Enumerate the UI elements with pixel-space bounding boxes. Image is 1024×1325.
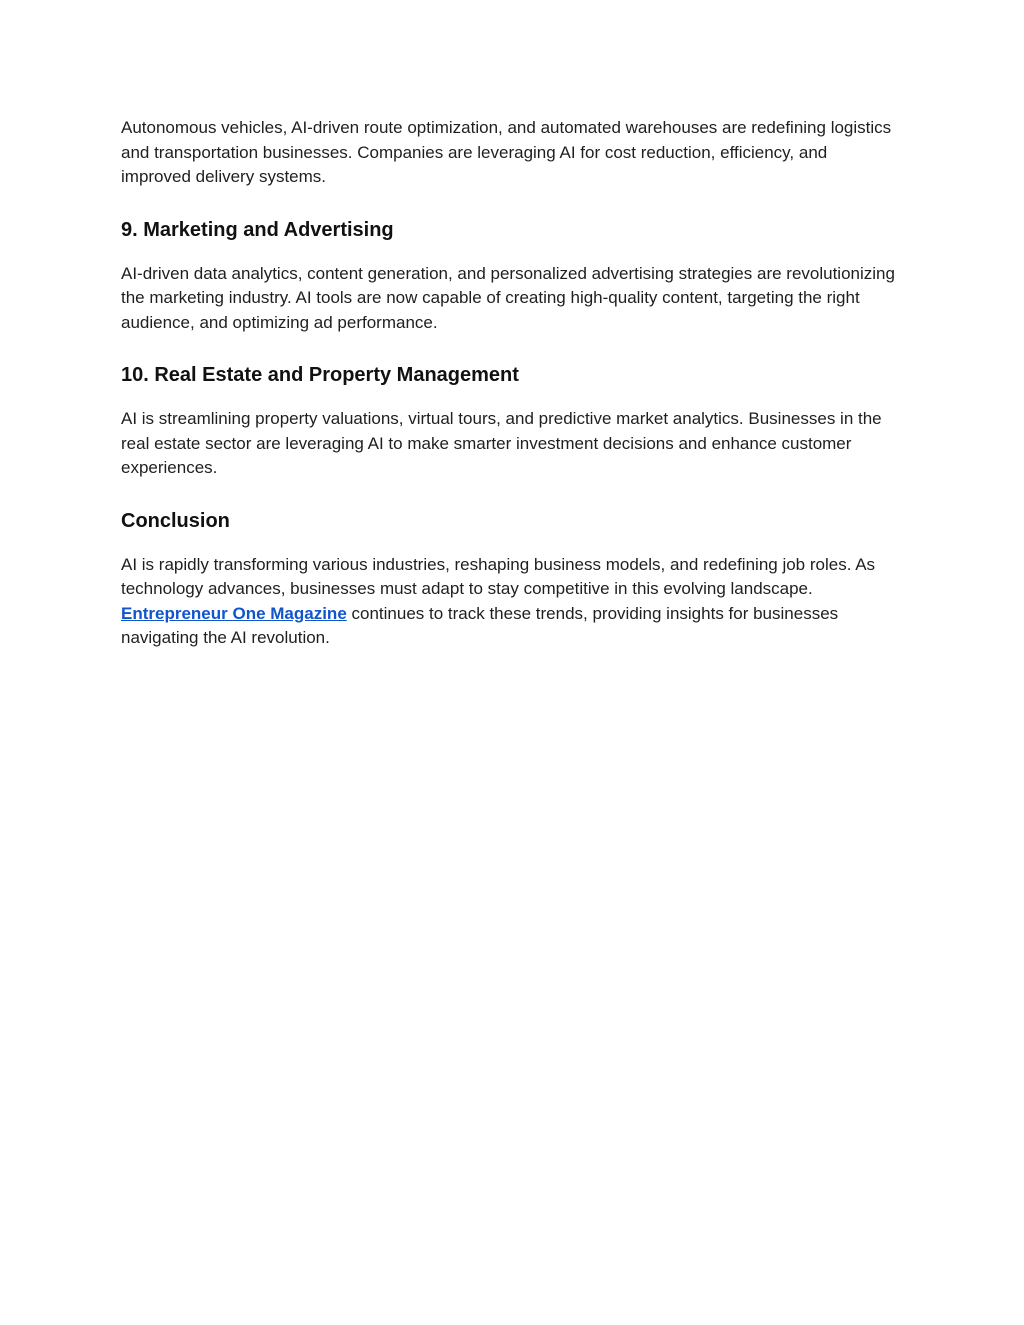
conclusion-text-before-link: AI is rapidly transforming various industries, reshaping business models, and redefining job roles. As technology advances, businesses must adapt to stay competitive in this evolving landscape. [121, 554, 876, 598]
intro-paragraph: Autonomous vehicles, AI-driven route optimization, and automated warehouses are redefining logistics and transportation businesses. Companies are leveraging AI for cost reduction, efficiency, and improved delivery systems. [121, 118, 892, 186]
marketing-paragraph: AI-driven data analytics, content generation, and personalized advertising strategies are revolutionizing the marketing industry. AI tools are now capable of creating high-quality content, targeting the right audience, and optimizing ad performance. [121, 263, 895, 332]
section-heading-real-estate: 10. Real Estate and Property Management [121, 364, 519, 386]
real-estate-paragraph: AI is streamlining property valuations, virtual tours, and predictive market analytics. Businesses in the real estate sector are leveraging AI to make smarter investment decisions and enhance customer experiences. [121, 409, 882, 477]
entrepreneur-one-magazine-link[interactable]: Entrepreneur One Magazine [121, 603, 347, 623]
section-heading-conclusion: Conclusion [121, 509, 230, 532]
conclusion-text-after-link: continues to track these trends, providing insights for businesses navigating the AI revolution. [121, 603, 839, 647]
document-page [121, 116, 901, 651]
conclusion-paragraph [121, 553, 901, 651]
section-heading-marketing: 9. Marketing and Advertising [121, 218, 394, 241]
